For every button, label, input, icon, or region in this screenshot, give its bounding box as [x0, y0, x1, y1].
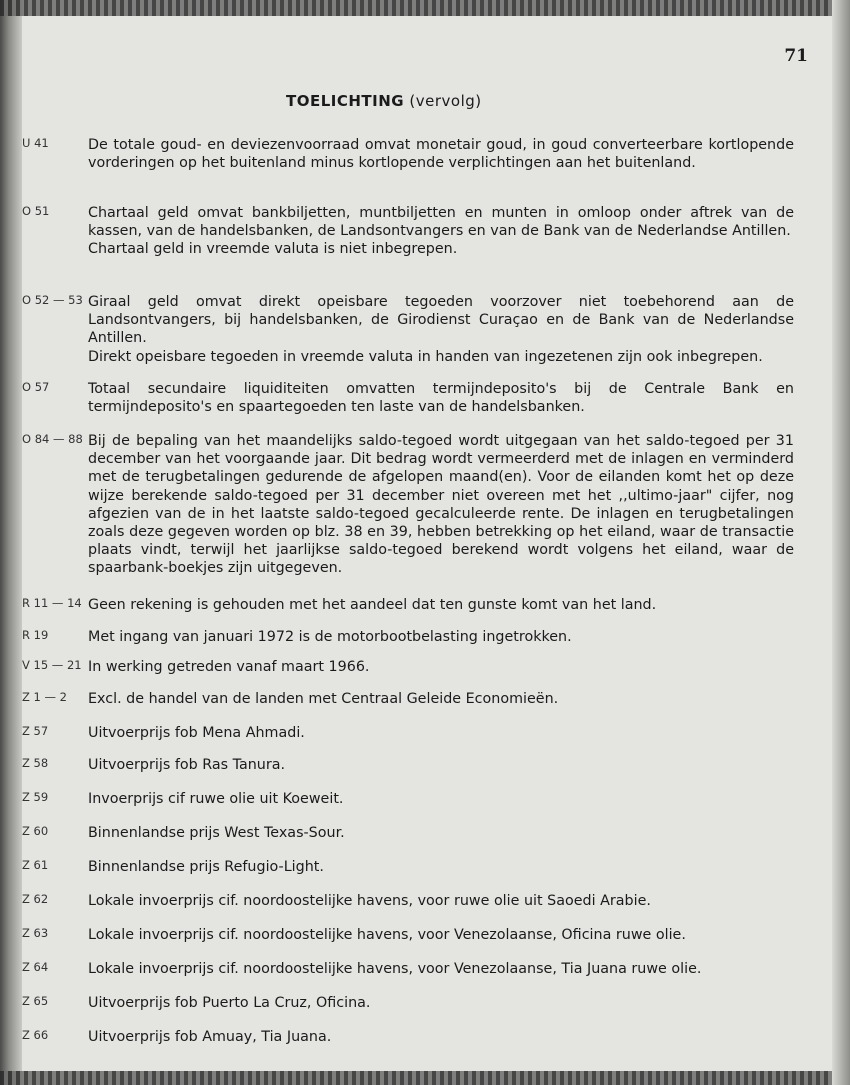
- note-reference-code: Z 64: [22, 960, 49, 974]
- note-paragraph: Uitvoerprijs fob Ras Tanura.: [88, 757, 286, 773]
- note-text: [88, 432, 794, 578]
- note-paragraph: Chartaal geld in vreemde valuta is niet inbegrepen.: [88, 241, 458, 258]
- note-text: [88, 756, 794, 774]
- note-reference-code: Z 57: [22, 724, 49, 738]
- note-paragraph: Invoerprijs cif ruwe olie uit Koeweit.: [88, 791, 344, 807]
- document-page: [22, 16, 832, 1071]
- note-text: [88, 790, 794, 808]
- note-paragraph: Uitvoerprijs fob Amuay, Tia Juana.: [88, 1029, 332, 1045]
- note-text: [88, 658, 794, 676]
- note-paragraph: Binnenlandse prijs West Texas-Sour.: [88, 825, 345, 841]
- note-text: [88, 926, 794, 944]
- note-paragraph: Met ingang van januari 1972 is de motorbootbelasting ingetrokken.: [88, 629, 572, 645]
- note-paragraph: Chartaal geld omvat bankbiljetten, muntbiljetten en munten in omloop onder aftrek van de kassen, van de handelsbanken, de Landsontvangers en van de Bank van de Nederlandse Antillen.: [88, 205, 794, 240]
- note-reference-code: Z 65: [22, 994, 49, 1008]
- note-reference-code: Z 63: [22, 926, 49, 940]
- note-paragraph: Lokale invoerprijs cif. noordoostelijke havens, voor Venezolaanse, Tia Juana ruwe olie.: [88, 961, 702, 977]
- note-reference-code: Z 1 — 2: [22, 690, 67, 704]
- note-reference-code: R 19: [22, 628, 49, 642]
- note-paragraph: Direkt opeisbare tegoeden in vreemde valuta in handen van ingezetenen zijn ook inbegrepen.: [88, 348, 763, 365]
- note-paragraph: Uitvoerprijs fob Mena Ahmadi.: [88, 725, 305, 741]
- note-paragraph: Totaal secundaire liquiditeiten omvatten termijndeposito's bij de Centrale Bank en termijndeposito's en spaartegoeden ten laste van de handelsbanken.: [88, 381, 794, 416]
- page-number: 71: [784, 46, 808, 66]
- note-paragraph: Geen rekening is gehouden met het aandeel dat ten gunste komt van het land.: [88, 597, 657, 613]
- note-reference-code: Z 62: [22, 892, 49, 906]
- note-paragraph: Bij de bepaling van het maandelijks saldo-tegoed wordt uitgegaan van het saldo-tegoed per 31 december van het voorgaande jaar. Dit bedrag wordt vermeerderd met de inlagen en verminderd met de terugbetalingen gedurende de afgelopen maand(en). Voor de eilanden komt het op deze wijze berekende saldo-tegoed per 31 december niet overeen met het ,,ultimo-jaar" cijfer, nog afgezien van de in het laatste saldo-tegoed gecalculeerde rente. De inlagen en terugbetalingen zoals deze gegeven worden op blz. 38 en 39, hebben betrekking op het eiland, waar de transactie plaats vindt, terwijl het jaarlijkse saldo-tegoed berekend wordt volgens het eiland, waar de spaarbank-boekjes zijn uitgegeven.: [88, 433, 794, 577]
- note-paragraph: Giraal geld omvat direkt opeisbare tegoeden voorzover niet toebehorend aan de Landsontvangers, bij handelsbanken, de Girodienst Curaçao en de Bank van de Nederlandse Antillen.: [88, 294, 794, 347]
- note-text: [88, 690, 794, 708]
- note-text: [88, 204, 794, 259]
- page-edge-right: [832, 0, 850, 1085]
- note-text: [88, 628, 794, 646]
- title-suffix: (vervolg): [409, 92, 482, 110]
- note-reference-code: Z 61: [22, 858, 49, 872]
- note-text: [88, 892, 794, 910]
- note-text: [88, 994, 794, 1012]
- note-reference-code: R 11 — 14: [22, 596, 82, 610]
- note-paragraph: Lokale invoerprijs cif. noordoostelijke havens, voor ruwe olie uit Saoedi Arabie.: [88, 893, 651, 909]
- note-text: [88, 724, 794, 742]
- note-text: [88, 824, 794, 842]
- note-text: [88, 136, 794, 172]
- title-main: TOELICHTING: [286, 92, 405, 110]
- note-text: [88, 858, 794, 876]
- note-reference-code: V 15 — 21: [22, 658, 82, 672]
- film-edge-bottom: [0, 1071, 850, 1085]
- note-text: [88, 380, 794, 416]
- note-text: [88, 1028, 794, 1046]
- note-paragraph: Excl. de handel van de landen met Centraal Geleide Economieën.: [88, 691, 559, 707]
- note-reference-code: O 51: [22, 204, 50, 218]
- note-reference-code: Z 60: [22, 824, 49, 838]
- note-reference-code: Z 59: [22, 790, 49, 804]
- note-reference-code: O 84 — 88: [22, 432, 83, 446]
- note-reference-code: Z 58: [22, 756, 49, 770]
- note-text: [88, 293, 794, 366]
- note-paragraph: Binnenlandse prijs Refugio-Light.: [88, 859, 324, 875]
- note-paragraph: Uitvoerprijs fob Puerto La Cruz, Oficina.: [88, 995, 371, 1011]
- note-reference-code: U 41: [22, 136, 49, 150]
- note-text: [88, 596, 794, 614]
- note-paragraph: Lokale invoerprijs cif. noordoostelijke havens, voor Venezolaanse, Oficina ruwe olie.: [88, 927, 686, 943]
- note-reference-code: O 57: [22, 380, 50, 394]
- page-title: [286, 92, 482, 110]
- binding-edge-left: [0, 0, 22, 1085]
- note-text: [88, 960, 794, 978]
- film-edge-top: [0, 0, 850, 16]
- note-reference-code: Z 66: [22, 1028, 49, 1042]
- note-paragraph: In werking getreden vanaf maart 1966.: [88, 659, 370, 675]
- note-reference-code: O 52 — 53: [22, 293, 83, 307]
- note-paragraph: De totale goud- en deviezenvoorraad omvat monetair goud, in goud converteerbare kortlopende vorderingen op het buitenland minus kortlopende verplichtingen aan het buitenland.: [88, 137, 794, 172]
